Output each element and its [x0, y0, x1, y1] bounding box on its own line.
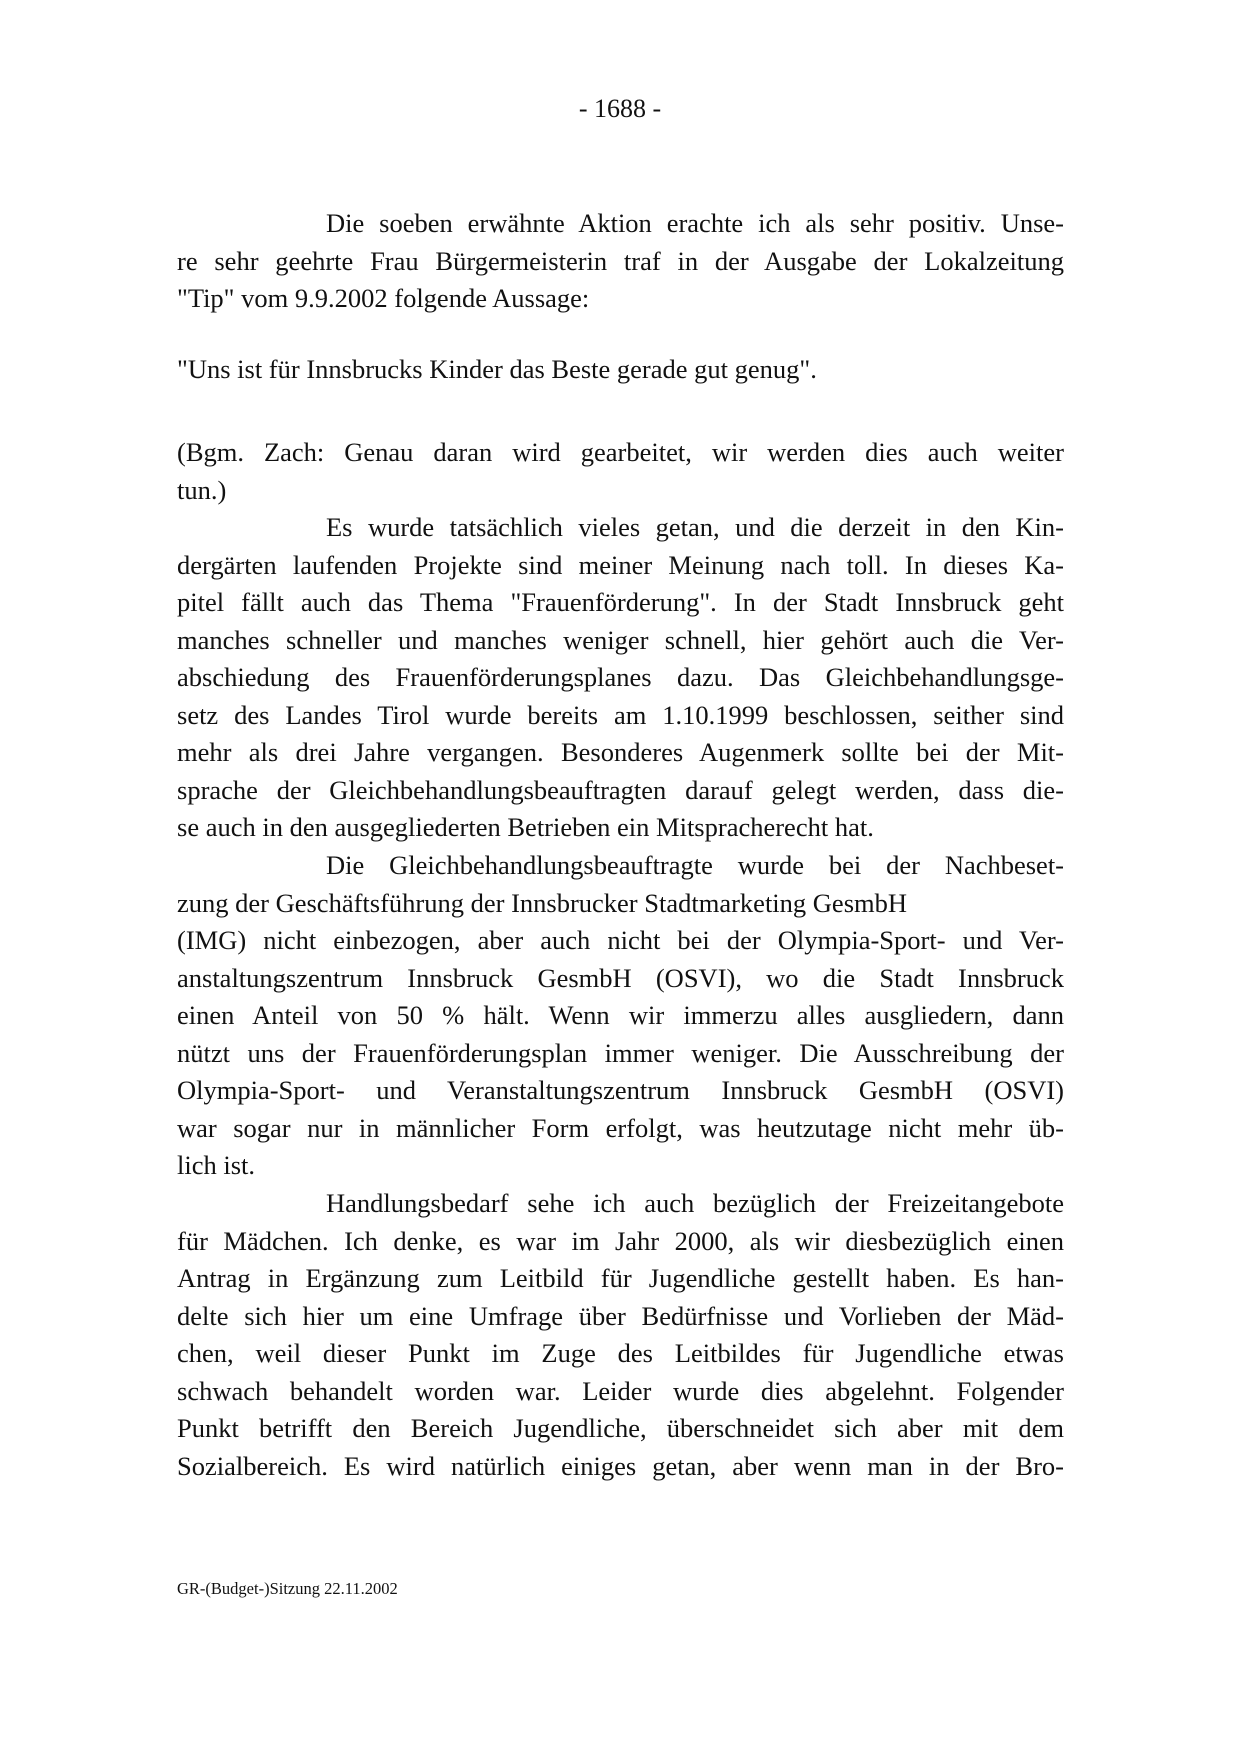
- text-line: chen, weil dieser Punkt im Zuge des Leitbildes für Jugendliche etwas: [177, 1338, 1064, 1368]
- text-line: nützt uns der Frauenförderungsplan immer weniger. Die Ausschreibung der: [177, 1037, 1064, 1068]
- text-line: dergärten laufenden Projekte sind meiner Meinung nach toll. In dieses Ka-: [177, 549, 1064, 580]
- text-line: zung der Geschäftsführung der Innsbrucker Stadtmarketing GesmbH: [177, 887, 908, 918]
- text-line: abschiedung des Frauenförderungsplanes dazu. Das Gleichbehandlungsge-: [177, 662, 1064, 692]
- text-line: einen Anteil von 50 % hält. Wenn wir immerzu alles ausgliedern, dann: [177, 1000, 1064, 1030]
- text-line: Es wurde tatsächlich vieles getan, und die derzeit in den Kin-: [326, 512, 1064, 542]
- footer: GR-(Budget-)Sitzung 22.11.2002: [177, 1579, 398, 1598]
- text-line: Die Gleichbehandlungsbeauftragte wurde bei der Nachbeset-: [326, 850, 1064, 880]
- text-line: sprache der Gleichbehandlungsbeauftragten darauf gelegt werden, dass die-: [177, 774, 1064, 805]
- paragraph-1: [177, 205, 1064, 318]
- text-line: se auch in den ausgegliederten Betrieben ein Mitspracherecht hat.: [177, 812, 874, 842]
- text-line: anstaltungszentrum Innsbruck GesmbH (OSVI), wo die Stadt Innsbruck: [177, 962, 1064, 993]
- text-line: (IMG) nicht einbezogen, aber auch nicht bei der Olympia-Sport- und Ver-: [177, 925, 1064, 955]
- text-line: delte sich hier um eine Umfrage über Bedürfnisse und Vorlieben der Mäd-: [177, 1300, 1064, 1331]
- text-line: Antrag in Ergänzung zum Leitbild für Jugendliche gestellt haben. Es han-: [177, 1263, 1064, 1293]
- text-line: lich ist.: [177, 1150, 256, 1180]
- text-line: Die soeben erwähnte Aktion erachte ich als sehr positiv. Unse-: [326, 208, 1064, 238]
- quote: [177, 351, 1064, 389]
- paragraph-3: [177, 847, 1064, 1185]
- text-line: Sozialbereich. Es wird natürlich einiges getan, aber wenn man in der Bro-: [177, 1450, 1064, 1481]
- text-line: pitel fällt auch das Thema "Frauenförderung". In der Stadt Innsbruck geht: [177, 587, 1064, 617]
- page-number: - 1688 -: [578, 94, 662, 123]
- text-line: Handlungsbedarf sehe ich auch bezüglich der Freizeitangebote: [326, 1188, 1064, 1218]
- interjection: [177, 434, 1064, 509]
- text-line: "Tip" vom 9.9.2002 folgende Aussage:: [177, 283, 590, 313]
- paragraph-4: [177, 1185, 1064, 1485]
- text-line: Punkt betrifft den Bereich Jugendliche, überschneidet sich aber mit dem: [177, 1413, 1064, 1443]
- text-line: für Mädchen. Ich denke, es war im Jahr 2000, als wir diesbezüglich einen: [177, 1225, 1064, 1256]
- text-line: "Uns ist für Innsbrucks Kinder das Beste gerade gut genug".: [177, 354, 817, 384]
- paragraph-2: [177, 509, 1064, 847]
- text-line: setz des Landes Tirol wurde bereits am 1.10.1999 beschlossen, seither sind: [177, 699, 1064, 730]
- text-line: Olympia-Sport- und Veranstaltungszentrum Innsbruck GesmbH (OSVI): [177, 1075, 1064, 1105]
- text-line: tun.): [177, 474, 227, 505]
- text-line: manches schneller und manches weniger schnell, hier gehört auch die Ver-: [177, 624, 1064, 655]
- text-line: re sehr geehrte Frau Bürgermeisterin traf in der Ausgabe der Lokalzeitung: [177, 245, 1064, 276]
- text-line: (Bgm. Zach: Genau daran wird gearbeitet, wir werden dies auch weiter: [177, 437, 1064, 467]
- text-line: schwach behandelt worden war. Leider wurde dies abgelehnt. Folgender: [177, 1375, 1064, 1406]
- text-line: mehr als drei Jahre vergangen. Besonderes Augenmerk sollte bei der Mit-: [177, 737, 1064, 767]
- text-line: war sogar nur in männlicher Form erfolgt, was heutzutage nicht mehr üb-: [177, 1112, 1064, 1143]
